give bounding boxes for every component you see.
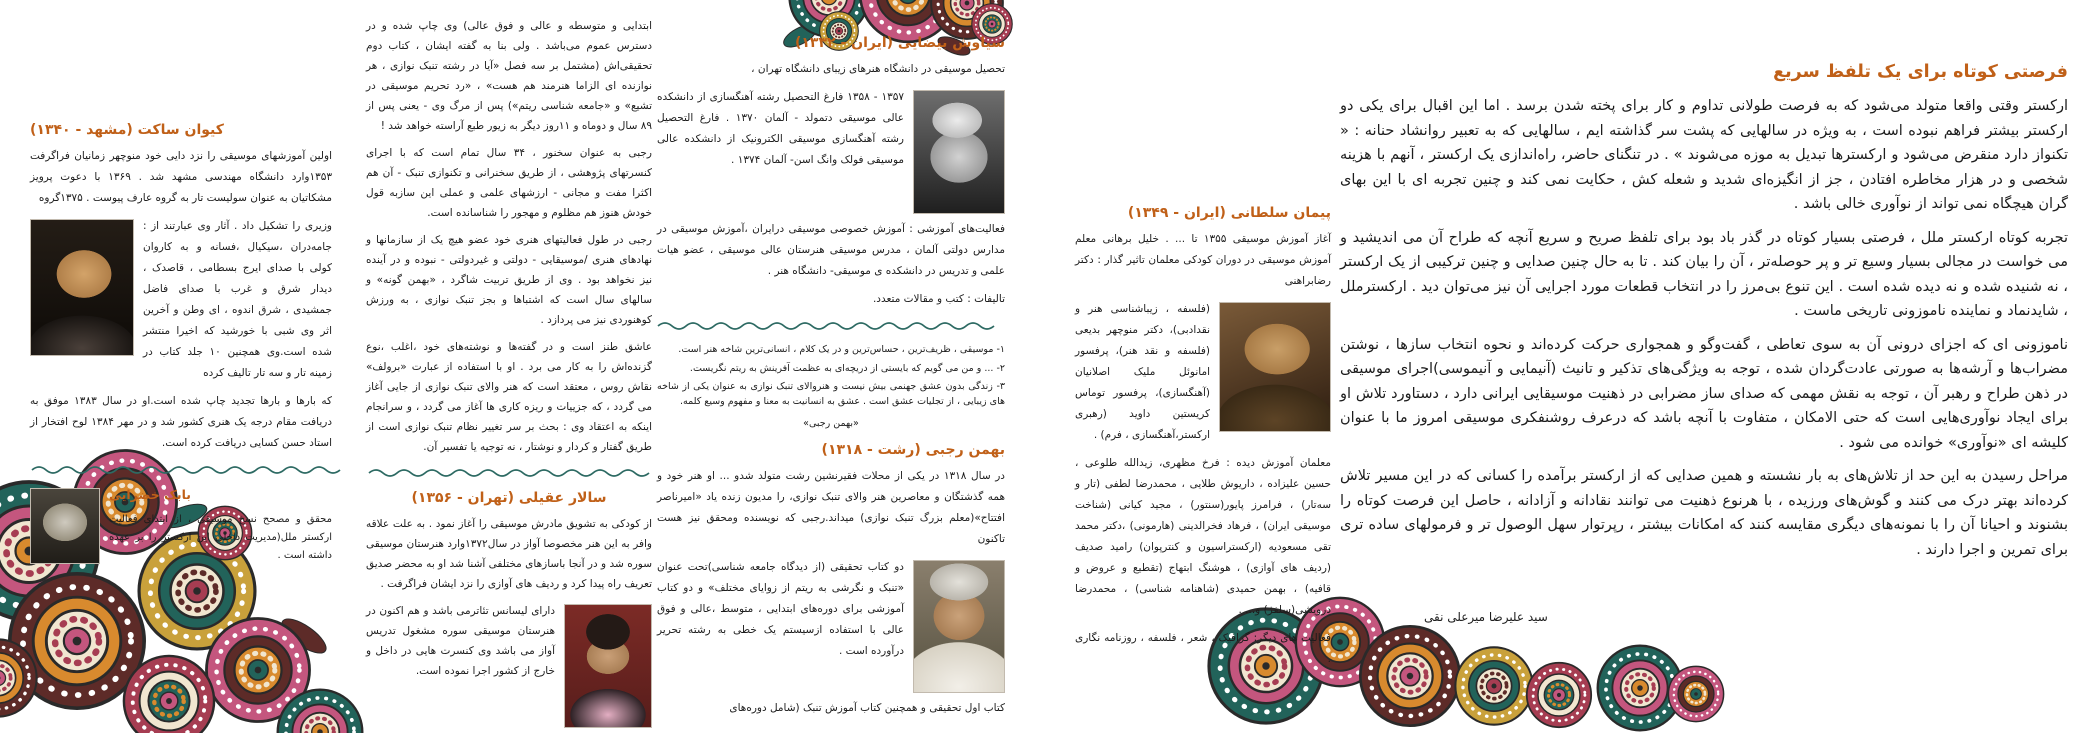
khazraei-text: محقق و مصحح نسخ موسیقی ، از ابتدای فعالیت ارکستر ملل(مدیریت داخلی این ارکستر را بر عهده داشته است . <box>109 514 332 561</box>
essay-paragraph: ارکستر وقتی واقعا متولد می‌شود که به فرصت طولانی تداوم و کار برای پخته شدن برسد . اما این اقبال برای یکی دو ارکستر بیشتر فراهم نبوده است ، به ویژه در سالهایی که پشت سر گذاشته ایم ، سالهایی که به تعبیر روانشاد حنانه : « تکنواز دارد منقرض می‌شود و ارکسترها تبدیل به موزه می‌شوند » . در تنگنای حاضر، راه‌اندازی یک ارکستر ، آنهم با هزینه شخصی و در هزار مخاطره افتادن ، جز از انگیزه‌ای شدید و شعله کش ، حکایت نمی کند و چنین تجربه ای با این بهای گران هیچگاه نمی تواند از نوآوری خالی باشد . <box>1340 98 2068 212</box>
saket-portrait-photo <box>30 219 134 356</box>
beizai-publications: تالیفات : کتب و مقالات متعدد. <box>872 293 1005 305</box>
rajabi-cont-paragraph: عاشق طنز است و در گفته‌ها و نوشته‌های خود ،اغلب ،نوع گزنده‌اش را به کار می برد . او با استفاده از عبارت «برولف» نقاش روس ، معتقد است که هنر والای تنبک نوازی از جایی آغاز می گردد ، که جزییات و ریزه کاری ها آغاز می گردد ، و سرانجام اینکه به اعتقاد وی : بحث بر سر تغییر نظام تنبک نوازی است از طریق گفتار و کردار و نوشتار ، نه توجیه یا تفسیر آن. <box>366 341 652 453</box>
saket-wrap-text: وزیری را تشکیل داد . آثار وی عبارتند از : جامه‌دران ،سیکیال ،فسانه و به کاروان کولی با صدای ایرج بسطامی ، قاصدک ، دیدار شرق و غرب با صدای فاضل جمشیدی ، شرق اندوه ، ای وطن و آخرین اثر وی شبی با خورشید که اخیرا منتشر شده است.وی همچنین ۱۰ جلد کتاب در زمینه تار و سه تار تالیف کرده <box>143 220 332 379</box>
essay-paragraph: ناموزونی ای که اجزای درونی آن به سوی تعاطی ، گفت‌وگو و همجواری حرکت کرده‌اند و نحوه انتخاب سازها ، نوشتن مضراب‌ها و آرشه‌ها به صورتی عادت‌گردان شده ، توجه به ویژگی‌های تذکیر و تانیث (آنیمایی و آنیموسی)اجرای موسیقی در ذهن طراح و رهبر آن ، توجه به نقش مهمی که صدای ساز مضرابی در ذهنیت موسیقایی ایرانی دارد ، دستاورد تلاش او برای ایجاد نوآوری‌هایی است که حتی الامکان ، متفاوت با آنچه باشد که درعرف روشنفکری موسیقی امروز ما با عنوان کلیشه ای «نوآوری» خوانده می شود . <box>1340 336 2068 451</box>
footnote-item: ۳- زندگی بدون عشق جهنمی بیش نیست و هنروالای تنبک نوازی به عنوان یکی از شاخه های زیبایی ، از تجلیات عشق است . عشق به انسانیت به معنا و مفهوم وسیع کلمه. <box>657 381 1005 407</box>
beizai-teaching: فعالیت‌های آموزشی : آموزش خصوصی موسیقی درایران ،آموزش موسیقی در مدارس دولتی آلمان ، مدرس موسیقی هنرستان عالی موسیقی ، عضو هیات علمی و تدریس در دانشکده ی موسیقی- دانشگاه هنر . <box>657 223 1005 277</box>
beizai-wrap-block <box>657 87 1005 219</box>
soltani-activities: فعالیت های دیگر: گرافیک ، شعر ، فلسفه ، روزنامه نگاری . <box>1075 632 1331 665</box>
rajabi-quote-footnotes <box>657 343 1005 409</box>
aghili-wrap-text: دارای لیسانس تئاترمی باشد و هم اکنون در هنرستان موسیقی سوره مشغول تدریس آواز می باشد وی کنسرت هایی در داخل و خارج از کشور اجرا نموده است. <box>366 605 555 677</box>
rajabi-cont-paragraph: رجبی در طول فعالیتهای هنری خود عضو هیچ یک از سازمانها و نهادهای هنری /موسیقایی - دولتی و غیردولتی - نبوده و در آینده نیز نخواهد بود . وی از طریق تربیت شاگرد ، «بهمن گونه» و سالهای سال است که اشتباها و بجز تنبک نوازی ، به ورزش کوهنوردی نیز می پردازد . <box>366 234 652 326</box>
beizai-rajabi-column <box>657 33 1005 726</box>
aghili-portrait-photo <box>564 604 652 728</box>
aghili-wrap-block <box>366 601 652 733</box>
soltani-wrap-text: (فلسفه ، زیباشناسی هنر و نقدادبی)، دکتر منوچهر بدیعی (فلسفه و نقد هنر)، پرفسور امانوئل ملیک اصلانیان (آهنگسازی)، پرفسور توماس کریستین داوید (رهبری ارکستر،آهنگسازی ، فرم) . <box>1075 303 1210 441</box>
rajabi-cont-paragraph: ابتدایی و متوسطه و عالی و فوق عالی) وی چاپ شده و در دسترس عموم می‌باشد . ولی بنا به گفته ایشان ، کتاب دوم تحقیقی‌اش (مشتمل بر سه فصل «آیا در رشته تنبک نوازی ، هر نوازنده ای الزاما هنرمند هم هست» ، «رد تحریم موسیقی در تشیع» و «جامعه شناسی ریتم») پس از مرگ وی - یعنی پس از ۸۹ سال و دوماه و ۱۱روز دیگر به زیور طبع آراسته خواهد شد ! <box>366 20 652 132</box>
essay-column <box>1340 60 2068 571</box>
soltani-wrap-block <box>1075 299 1331 628</box>
quote-attribution: «بهمن رجبی» <box>803 418 859 429</box>
beizai-title: سیاوش بیضایی (ایران - ۱۳۳۲) <box>794 35 1005 51</box>
rajabi-continuation-column <box>366 16 652 733</box>
soltani-bio-column <box>1075 203 1331 677</box>
essay-paragraph: تجربه کوتاه ارکستر ملل ، فرصتی بسیار کوتاه در گذر باد بود برای تلفظ صریح و سریع آنچه که طراح آن می اندیشید و می خواست در مجالی بسیار وسیع تر و پر حوصله‌تر ، آن را بیان کند . تا به حال چنین صدایی و چنین ترکیبی از یک ارکستر ، نه شنیده شده و نه دیده شده است . این تنوع بی‌مرز را در انتخاب قطعات مورد اجرایی آن نیز می‌توان دید . ارکسترملل ، شایدنماد و نماینده ناموزونی تاریخی ماست . <box>1340 229 2068 319</box>
khazraei-block <box>30 485 332 572</box>
khazraei-title: بابک خضرایی <box>109 487 191 502</box>
wavy-divider <box>368 466 650 478</box>
rajabi-title: بهمن رجبی (رشت - ۱۳۱۸) <box>821 442 1005 458</box>
rajabi-cont-paragraph: رجبی به عنوان سخنور ، ۳۴ سال تمام است که با اجرای کنسرتهای پژوهشی ، از طریق سخنرانی و تکنوازی تنبک - آن هم اکثرا مفت و مجانی - ارزشهای علمی و عملی این سازبه قول خودش هنوز هم مظلوم و مهجور را شناسانده است. <box>366 147 652 219</box>
wavy-divider <box>31 463 331 475</box>
essay-signature: سید علیرضا میرعلی نقی <box>1424 610 1548 624</box>
beizai-wrap-text: ۱۳۵۷ - ۱۳۵۸ فارغ التحصیل رشته آهنگسازی از دانشکده عالی موسیقی دتمولد - آلمان ۱۳۷۰ . فارغ التحصیل رشته آهنگسازی موسیقی الکترونیک از دانشکده عالی موسیقی فولک وانگ اسن- آلمان ۱۳۷۴ . <box>657 91 905 166</box>
saket-wrap-block <box>30 216 332 391</box>
rajabi-wrap-text: دو کتاب تحقیقی (از دیدگاه جامعه شناسی)تحت عنوان «تنبک و نگرشی به ریتم از زوایای مختلف» و دو کتاب آموزشی برای دوره‌های ابتدایی ، متوسط ،عالی و فوق عالی با استفاده ازسیستم یک خطی به رشته تحریر درآورده است . <box>657 561 904 657</box>
saket-title: کیوان ساکت (مشهد - ۱۳۴۰) <box>30 122 224 138</box>
khazraei-portrait-photo <box>30 488 100 564</box>
soltani-title: پیمان سلطانی (ایران - ۱۳۴۹) <box>1127 205 1331 221</box>
rajabi-intro: در سال ۱۳۱۸ در یکی از محلات فقیرنشین رشت متولد شدو ... او هنر خود و همه گذشتگان و معاصرین هنر والای تنبک نوازی، را مدیون زنده یاد «امیرناصر افتتاح»(معلم بزرگ تنبک نوازی) میداند.رجبی که نویسنده ومحقق نیز هست تاکنون <box>657 470 1005 545</box>
aghili-title: سالار عقیلی (تهران - ۱۳۵۶) <box>411 490 607 506</box>
saket-after-text: که بارها و بارها تجدید چاپ شده است.او در سال ۱۳۸۳ موفق به دریافت مقام درجه یک هنری کشور شد و در مهر ۱۳۸۴ لوح افتخار از استاد حسن کسایی دریافت کرده است. <box>30 395 332 449</box>
aghili-intro: از کودکی به تشویق مادرش موسیقی را آغاز نمود . به علت علاقه وافر به این هنر مخصوصا آواز در سال۱۳۷۲وارد هنرستان موسیقی سوره شد و در آنجا باسازهای مختلفی آشنا شد او به محضر صدیق تعریف راه پیدا کرد و ردیف های آوازی را نزد ایشان فراگرفت . <box>366 518 652 590</box>
rajabi-portrait-photo <box>913 560 1005 693</box>
essay-title: فرصتی کوتاه برای یک تلفظ سریع <box>1773 62 2068 82</box>
soltani-teachers: معلمان آموزش دیده : فرخ مظهری، زیدالله طلوعی ، حسین علیزاده ، داریوش طلایی ، محمدرضا لطفی (تار و سه‌تار) ، فرامرز پایور(سنتور) ، مجید کیانی (شناخت موسیقی ایران) ، فرهاد فخرالدینی (هارمونی) ،دکتر محمد تقی مسعودیه (ارکستراسیون و کنترپوان) رامید صدیف (ردیف های آوازی) ، هوشنگ ابتهاج (تقطیع و عروض و قافیه) ، بهمن حمیدی (شاهنامه شناسی) ، محمدرضا درویشی(سلفژ) و... . <box>1075 457 1331 616</box>
saket-intro: اولین آموزشهای موسیقی را نزد دایی خود منوچهر زمانیان فراگرفت ۱۳۵۳وارد دانشگاه مهندسی مشهد شد . ۱۳۶۹ با دعوت پرویز مشکاتیان به عنوان سولیست تار به گروه عارف پیوست . ۱۳۷۵گروه <box>30 150 333 204</box>
footnote-item: ۲- ... و من می گویم که بایستی از دریچه‌ای به عظمت آفرینش به ریتم نگریست. <box>689 362 1005 374</box>
rajabi-wrap-block <box>657 557 1005 698</box>
beizai-portrait-photo <box>913 90 1005 214</box>
soltani-intro: آغاز آموزش موسیقی ۱۳۵۵ تا ... . خلیل برهانی معلم آموزش موسیقی در دوران کودکی معلمان تاثیر گذار : دکتر رضابراهنی <box>1075 233 1331 287</box>
soltani-portrait-photo <box>1219 302 1331 432</box>
footnote-item: ۱- موسیقی ، ظریف‌ترین ، حساس‌ترین و در یک کلام ، انسانی‌ترین شاخه هنر است. <box>678 344 1005 355</box>
rajabi-after-text: کتاب اول تحقیقی و همچنین کتاب آموزش تنبک (شامل دوره‌های <box>729 702 1005 714</box>
beizai-intro: تحصیل موسیقی در دانشگاه هنرهای زیبای دانشگاه تهران ، <box>751 63 1005 75</box>
wavy-divider <box>657 319 1005 331</box>
essay-paragraph: مراحل رسیدن به این حد از تلاش‌های به بار نشسته و همین صدایی که از ارکستر برآمده را کسانی که در این مسیر تلاش کرده‌اند بهتر درک می کنند و گوش‌های ورزیده ، با هرنوع ذهنیت می توانند نقادانه و آزادانه ، حاصل این فرصت کوتاه را بشنوند و احیانا آن را با نمونه‌های دیگری مقایسه کنند که امکانات بیشتر ، رپرتوار سهل الوصول تر و فرمولهای ساده تری برای تمرین و اجرا دارند . <box>1340 468 2068 558</box>
saket-khazraei-column <box>30 120 332 572</box>
